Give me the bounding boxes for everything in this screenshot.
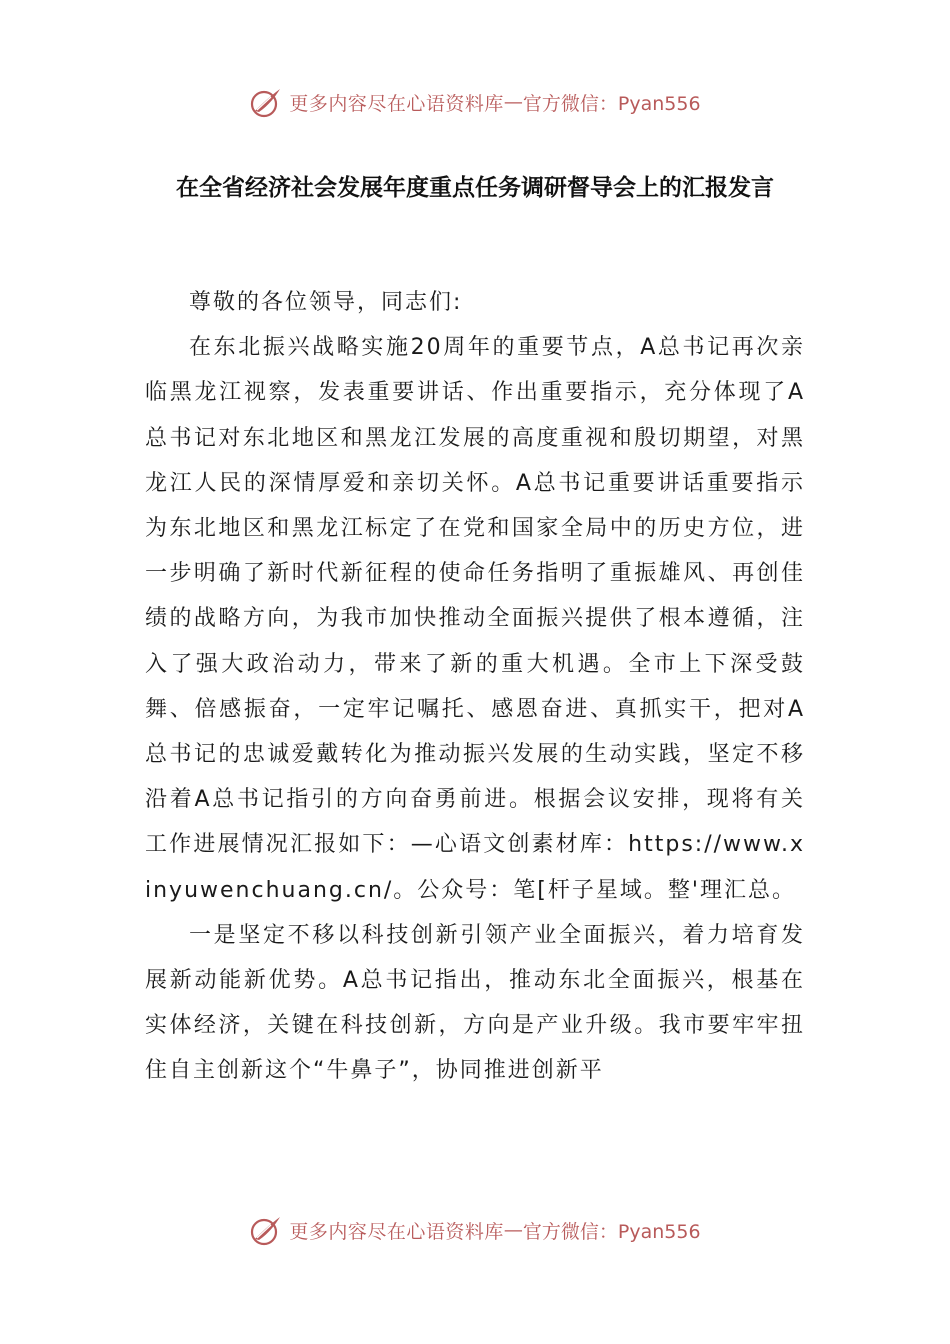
- banner-site-text: 更多内容尽在心语资料库: [289, 1220, 504, 1243]
- banner-separator: —: [503, 1219, 523, 1241]
- banner-contact-text: 官方微信：Pyan556: [522, 1220, 701, 1243]
- document-title: 在全省经济社会发展年度重点任务调研督导会上的汇报发言: [176, 175, 774, 201]
- header-banner: [0, 82, 950, 122]
- banner-separator: —: [503, 91, 523, 113]
- quill-logo-icon: [249, 85, 283, 119]
- document-body: [145, 280, 805, 1094]
- banner-contact-text: 官方微信：Pyan556: [522, 92, 701, 115]
- paragraph-intro: 在东北振兴战略实施20周年的重要节点，A总书记再次亲临黑龙江视察，发表重要讲话、作出重要指示，充分体现了A总书记对东北地区和黑龙江发展的高度重视和殷切期望，对黑龙江人民的深情厚爱和亲切关怀。A总书记重要讲话重要指示为东北地区和黑龙江标定了在党和国家全局中的历史方位，进一步明确了新时代新征程的使命任务指明了重振雄风、再创佳绩的战略方向，为我市加快推动全面振兴提供了根本遵循，注入了强大政治动力，带来了新的重大机遇。全市上下深受鼓舞、倍感振奋，一定牢记嘱托、感恩奋进、真抓实干，把对A总书记的忠诚爱戴转化为推动振兴发展的生动实践，坚定不移沿着A总书记指引的方向奋勇前进。根据会议安排，现将有关工作进展情况汇报如下：—心语文创素材库：https://www.xinyuwenchuang.cn/。公众号：笔[杆子星域。整'理汇总。: [145, 335, 805, 903]
- banner-site-text: 更多内容尽在心语资料库: [289, 92, 504, 115]
- quill-logo-icon: [249, 1213, 283, 1247]
- salutation: 尊敬的各位领导，同志们:: [189, 290, 463, 315]
- paragraph-section-one: 一是坚定不移以科技创新引领产业全面振兴，着力培育发展新动能新优势。A总书记指出，推动东北全面振兴，根基在实体经济，关键在科技创新，方向是产业升级。我市要牢牢扭住自主创新这个“牛鼻子”，协同推进创新平: [145, 922, 805, 1084]
- footer-banner: [0, 1210, 950, 1250]
